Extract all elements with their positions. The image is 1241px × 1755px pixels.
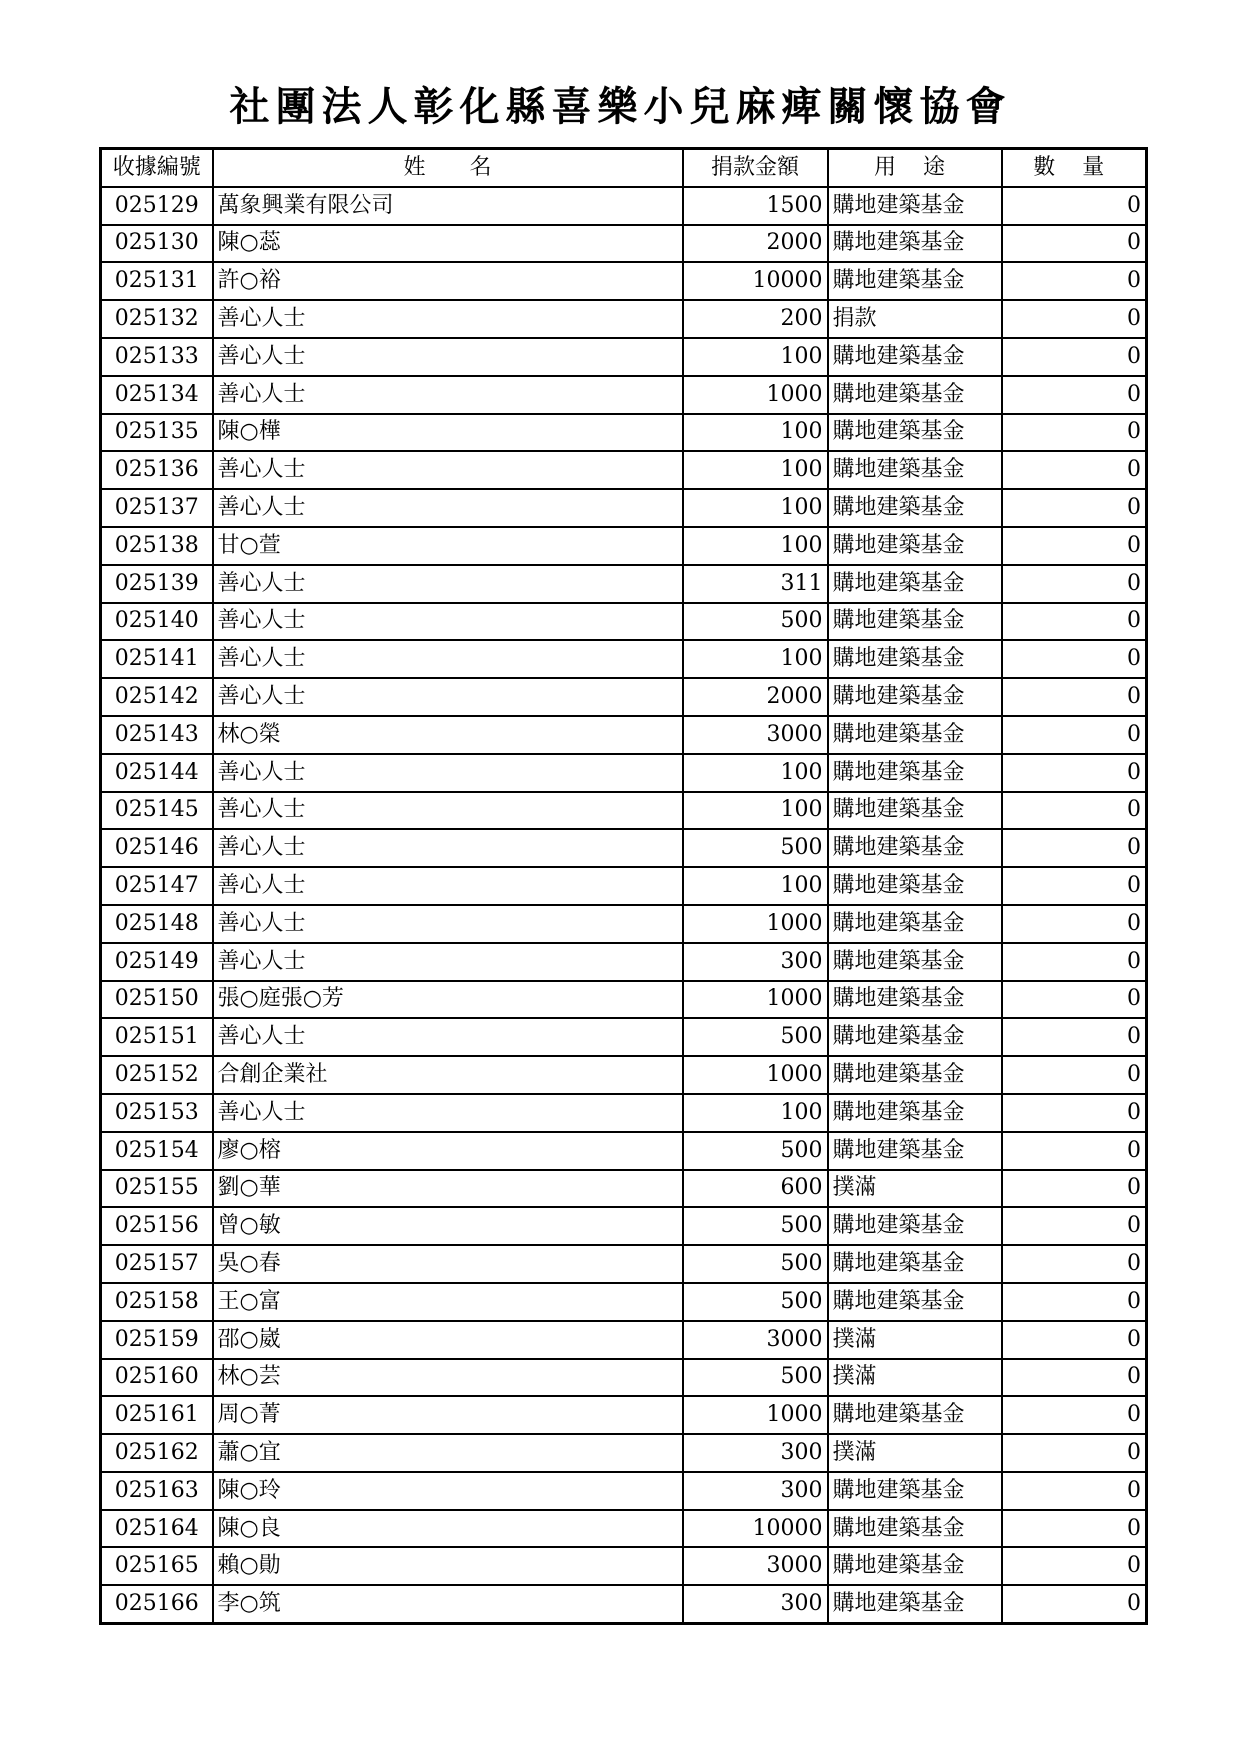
amount-cell: 311: [683, 565, 828, 603]
purpose-cell: 購地建築基金: [828, 678, 1002, 716]
donor-name-cell: 曾○敏: [213, 1207, 683, 1245]
purpose-cell: 撲滿: [828, 1321, 1002, 1359]
table-row: [101, 187, 1147, 225]
purpose-cell: 購地建築基金: [828, 829, 1002, 867]
table-row: [101, 1547, 1147, 1585]
purpose-cell: 購地建築基金: [828, 338, 1002, 376]
quantity-cell: 0: [1002, 1018, 1147, 1056]
donor-name-cell: 劉○華: [213, 1170, 683, 1208]
purpose-cell: 購地建築基金: [828, 754, 1002, 792]
amount-cell: 300: [683, 1585, 828, 1623]
amount-cell: 100: [683, 867, 828, 905]
quantity-cell: 0: [1002, 414, 1147, 452]
receipt-no-cell: 025148: [101, 905, 213, 943]
donor-name-cell: 賴○勛: [213, 1547, 683, 1585]
table-row: [101, 754, 1147, 792]
purpose-cell: 購地建築基金: [828, 716, 1002, 754]
receipt-no-cell: 025154: [101, 1132, 213, 1170]
purpose-cell: 購地建築基金: [828, 1056, 1002, 1094]
purpose-cell: 購地建築基金: [828, 1245, 1002, 1283]
purpose-cell: 購地建築基金: [828, 1472, 1002, 1510]
receipt-no-cell: 025132: [101, 300, 213, 338]
amount-cell: 100: [683, 1094, 828, 1132]
table-row: [101, 565, 1147, 603]
quantity-cell: 0: [1002, 1585, 1147, 1623]
amount-cell: 100: [683, 527, 828, 565]
amount-cell: 1000: [683, 905, 828, 943]
purpose-cell: 購地建築基金: [828, 867, 1002, 905]
donor-name-cell: 善心人士: [213, 1094, 683, 1132]
table-row: [101, 262, 1147, 300]
donor-name-cell: 周○菁: [213, 1396, 683, 1434]
amount-cell: 100: [683, 792, 828, 830]
receipt-no-cell: 025139: [101, 565, 213, 603]
donor-name-cell: 善心人士: [213, 829, 683, 867]
receipt-no-cell: 025134: [101, 376, 213, 414]
donor-name-cell: 陳○玲: [213, 1472, 683, 1510]
donor-name-cell: 善心人士: [213, 1018, 683, 1056]
table-row: [101, 1585, 1147, 1623]
amount-cell: 300: [683, 1472, 828, 1510]
donor-name-cell: 吳○春: [213, 1245, 683, 1283]
amount-cell: 100: [683, 754, 828, 792]
donor-name-cell: 善心人士: [213, 376, 683, 414]
quantity-cell: 0: [1002, 829, 1147, 867]
table-row: [101, 527, 1147, 565]
donor-name-cell: 陳○良: [213, 1510, 683, 1548]
amount-cell: 100: [683, 414, 828, 452]
amount-cell: 1000: [683, 1396, 828, 1434]
table-row: [101, 829, 1147, 867]
quantity-cell: 0: [1002, 603, 1147, 641]
quantity-cell: 0: [1002, 1283, 1147, 1321]
donor-name-cell: 善心人士: [213, 489, 683, 527]
donor-name-cell: 蕭○宜: [213, 1434, 683, 1472]
table-row: [101, 1321, 1147, 1359]
donor-name-cell: 張○庭張○芳: [213, 981, 683, 1019]
quantity-cell: 0: [1002, 1056, 1147, 1094]
table-row: [101, 1018, 1147, 1056]
donor-name-cell: 善心人士: [213, 943, 683, 981]
quantity-cell: 0: [1002, 527, 1147, 565]
page-title: 社團法人彰化縣喜樂小兒麻痺關懷協會: [229, 84, 1012, 130]
purpose-cell: 購地建築基金: [828, 262, 1002, 300]
receipt-no-cell: 025141: [101, 640, 213, 678]
purpose-cell: 撲滿: [828, 1434, 1002, 1472]
table-row: [101, 451, 1147, 489]
table-header-row: [101, 149, 1147, 187]
donor-name-cell: 李○筑: [213, 1585, 683, 1623]
amount-cell: 500: [683, 1018, 828, 1056]
receipt-no-cell: 025140: [101, 603, 213, 641]
receipt-no-cell: 025143: [101, 716, 213, 754]
amount-cell: 1500: [683, 187, 828, 225]
amount-cell: 200: [683, 300, 828, 338]
amount-cell: 10000: [683, 1510, 828, 1548]
receipt-no-cell: 025153: [101, 1094, 213, 1132]
table-row: [101, 792, 1147, 830]
receipt-no-cell: 025162: [101, 1434, 213, 1472]
table-row: [101, 1510, 1147, 1548]
receipt-no-cell: 025158: [101, 1283, 213, 1321]
amount-cell: 300: [683, 943, 828, 981]
quantity-cell: 0: [1002, 754, 1147, 792]
quantity-cell: 0: [1002, 1170, 1147, 1208]
purpose-cell: 購地建築基金: [828, 1207, 1002, 1245]
purpose-cell: 購地建築基金: [828, 905, 1002, 943]
purpose-cell: 購地建築基金: [828, 376, 1002, 414]
column-header-receipt-no: 收據編號: [101, 149, 213, 187]
donor-name-cell: 善心人士: [213, 603, 683, 641]
receipt-no-cell: 025157: [101, 1245, 213, 1283]
purpose-cell: 購地建築基金: [828, 792, 1002, 830]
donor-name-cell: 善心人士: [213, 678, 683, 716]
table-row: [101, 1207, 1147, 1245]
amount-cell: 500: [683, 1207, 828, 1245]
donor-name-cell: 廖○榕: [213, 1132, 683, 1170]
receipt-no-cell: 025166: [101, 1585, 213, 1623]
donor-name-cell: 邵○崴: [213, 1321, 683, 1359]
purpose-cell: 購地建築基金: [828, 187, 1002, 225]
quantity-cell: 0: [1002, 1472, 1147, 1510]
donor-name-cell: 善心人士: [213, 451, 683, 489]
quantity-cell: 0: [1002, 1321, 1147, 1359]
quantity-cell: 0: [1002, 981, 1147, 1019]
quantity-cell: 0: [1002, 300, 1147, 338]
quantity-cell: 0: [1002, 1245, 1147, 1283]
purpose-cell: 購地建築基金: [828, 1585, 1002, 1623]
amount-cell: 600: [683, 1170, 828, 1208]
column-header-quantity: 數 量: [1002, 149, 1147, 187]
table-row: [101, 300, 1147, 338]
quantity-cell: 0: [1002, 943, 1147, 981]
column-header-amount: 捐款金額: [683, 149, 828, 187]
quantity-cell: 0: [1002, 187, 1147, 225]
donor-name-cell: 陳○樺: [213, 414, 683, 452]
receipt-no-cell: 025159: [101, 1321, 213, 1359]
table-row: [101, 1245, 1147, 1283]
quantity-cell: 0: [1002, 678, 1147, 716]
amount-cell: 100: [683, 640, 828, 678]
table-row: [101, 489, 1147, 527]
purpose-cell: 購地建築基金: [828, 603, 1002, 641]
receipt-no-cell: 025163: [101, 1472, 213, 1510]
receipt-no-cell: 025137: [101, 489, 213, 527]
quantity-cell: 0: [1002, 792, 1147, 830]
quantity-cell: 0: [1002, 565, 1147, 603]
table-row: [101, 1132, 1147, 1170]
donor-name-cell: 善心人士: [213, 338, 683, 376]
donation-table: [99, 147, 1148, 1625]
amount-cell: 500: [683, 829, 828, 867]
receipt-no-cell: 025144: [101, 754, 213, 792]
receipt-no-cell: 025165: [101, 1547, 213, 1585]
donor-name-cell: 善心人士: [213, 867, 683, 905]
amount-cell: 2000: [683, 225, 828, 263]
donor-name-cell: 善心人士: [213, 792, 683, 830]
purpose-cell: 購地建築基金: [828, 640, 1002, 678]
receipt-no-cell: 025145: [101, 792, 213, 830]
quantity-cell: 0: [1002, 1547, 1147, 1585]
purpose-cell: 撲滿: [828, 1359, 1002, 1397]
table-row: [101, 943, 1147, 981]
amount-cell: 3000: [683, 1547, 828, 1585]
donor-name-cell: 善心人士: [213, 640, 683, 678]
amount-cell: 500: [683, 603, 828, 641]
amount-cell: 1000: [683, 981, 828, 1019]
donor-name-cell: 萬象興業有限公司: [213, 187, 683, 225]
donor-name-cell: 許○裕: [213, 262, 683, 300]
table-row: [101, 603, 1147, 641]
amount-cell: 2000: [683, 678, 828, 716]
table-row: [101, 1359, 1147, 1397]
table-row: [101, 338, 1147, 376]
purpose-cell: 購地建築基金: [828, 1283, 1002, 1321]
table-row: [101, 640, 1147, 678]
quantity-cell: 0: [1002, 1207, 1147, 1245]
table-row: [101, 981, 1147, 1019]
donor-name-cell: 合創企業社: [213, 1056, 683, 1094]
receipt-no-cell: 025149: [101, 943, 213, 981]
amount-cell: 500: [683, 1132, 828, 1170]
purpose-cell: 撲滿: [828, 1170, 1002, 1208]
amount-cell: 500: [683, 1359, 828, 1397]
table-body: [101, 187, 1147, 1624]
purpose-cell: 購地建築基金: [828, 1510, 1002, 1548]
table-row: [101, 905, 1147, 943]
table-row: [101, 1056, 1147, 1094]
receipt-no-cell: 025146: [101, 829, 213, 867]
table-row: [101, 716, 1147, 754]
receipt-no-cell: 025131: [101, 262, 213, 300]
amount-cell: 3000: [683, 1321, 828, 1359]
amount-cell: 500: [683, 1245, 828, 1283]
quantity-cell: 0: [1002, 1132, 1147, 1170]
donor-name-cell: 善心人士: [213, 300, 683, 338]
purpose-cell: 購地建築基金: [828, 1018, 1002, 1056]
table-row: [101, 414, 1147, 452]
table-row: [101, 1094, 1147, 1132]
receipt-no-cell: 025142: [101, 678, 213, 716]
donor-name-cell: 善心人士: [213, 754, 683, 792]
quantity-cell: 0: [1002, 716, 1147, 754]
table-row: [101, 678, 1147, 716]
quantity-cell: 0: [1002, 1094, 1147, 1132]
quantity-cell: 0: [1002, 262, 1147, 300]
receipt-no-cell: 025136: [101, 451, 213, 489]
quantity-cell: 0: [1002, 376, 1147, 414]
donor-name-cell: 王○富: [213, 1283, 683, 1321]
amount-cell: 100: [683, 451, 828, 489]
quantity-cell: 0: [1002, 225, 1147, 263]
receipt-no-cell: 025147: [101, 867, 213, 905]
table-row: [101, 867, 1147, 905]
column-header-name: 姓 名: [213, 149, 683, 187]
table-row: [101, 1472, 1147, 1510]
quantity-cell: 0: [1002, 867, 1147, 905]
table-row: [101, 1283, 1147, 1321]
quantity-cell: 0: [1002, 1510, 1147, 1548]
purpose-cell: 購地建築基金: [828, 1132, 1002, 1170]
receipt-no-cell: 025151: [101, 1018, 213, 1056]
purpose-cell: 捐款: [828, 300, 1002, 338]
amount-cell: 1000: [683, 376, 828, 414]
receipt-no-cell: 025164: [101, 1510, 213, 1548]
receipt-no-cell: 025155: [101, 1170, 213, 1208]
table-row: [101, 1396, 1147, 1434]
amount-cell: 10000: [683, 262, 828, 300]
receipt-no-cell: 025152: [101, 1056, 213, 1094]
purpose-cell: 購地建築基金: [828, 451, 1002, 489]
amount-cell: 300: [683, 1434, 828, 1472]
amount-cell: 100: [683, 489, 828, 527]
donor-name-cell: 善心人士: [213, 905, 683, 943]
table-row: [101, 225, 1147, 263]
receipt-no-cell: 025129: [101, 187, 213, 225]
quantity-cell: 0: [1002, 1434, 1147, 1472]
receipt-no-cell: 025161: [101, 1396, 213, 1434]
receipt-no-cell: 025130: [101, 225, 213, 263]
donor-name-cell: 林○榮: [213, 716, 683, 754]
donor-name-cell: 甘○萱: [213, 527, 683, 565]
purpose-cell: 購地建築基金: [828, 1547, 1002, 1585]
quantity-cell: 0: [1002, 905, 1147, 943]
amount-cell: 500: [683, 1283, 828, 1321]
purpose-cell: 購地建築基金: [828, 527, 1002, 565]
purpose-cell: 購地建築基金: [828, 981, 1002, 1019]
quantity-cell: 0: [1002, 338, 1147, 376]
quantity-cell: 0: [1002, 451, 1147, 489]
quantity-cell: 0: [1002, 489, 1147, 527]
donor-name-cell: 陳○蕊: [213, 225, 683, 263]
receipt-no-cell: 025133: [101, 338, 213, 376]
receipt-no-cell: 025156: [101, 1207, 213, 1245]
donor-name-cell: 林○芸: [213, 1359, 683, 1397]
receipt-no-cell: 025160: [101, 1359, 213, 1397]
donor-name-cell: 善心人士: [213, 565, 683, 603]
purpose-cell: 購地建築基金: [828, 225, 1002, 263]
quantity-cell: 0: [1002, 1359, 1147, 1397]
receipt-no-cell: 025135: [101, 414, 213, 452]
purpose-cell: 購地建築基金: [828, 1396, 1002, 1434]
purpose-cell: 購地建築基金: [828, 1094, 1002, 1132]
table-row: [101, 1434, 1147, 1472]
purpose-cell: 購地建築基金: [828, 489, 1002, 527]
purpose-cell: 購地建築基金: [828, 414, 1002, 452]
table-row: [101, 1170, 1147, 1208]
quantity-cell: 0: [1002, 1396, 1147, 1434]
purpose-cell: 購地建築基金: [828, 943, 1002, 981]
receipt-no-cell: 025150: [101, 981, 213, 1019]
table-row: [101, 376, 1147, 414]
purpose-cell: 購地建築基金: [828, 565, 1002, 603]
receipt-no-cell: 025138: [101, 527, 213, 565]
amount-cell: 3000: [683, 716, 828, 754]
amount-cell: 1000: [683, 1056, 828, 1094]
amount-cell: 100: [683, 338, 828, 376]
quantity-cell: 0: [1002, 640, 1147, 678]
column-header-purpose: 用 途: [828, 149, 1002, 187]
